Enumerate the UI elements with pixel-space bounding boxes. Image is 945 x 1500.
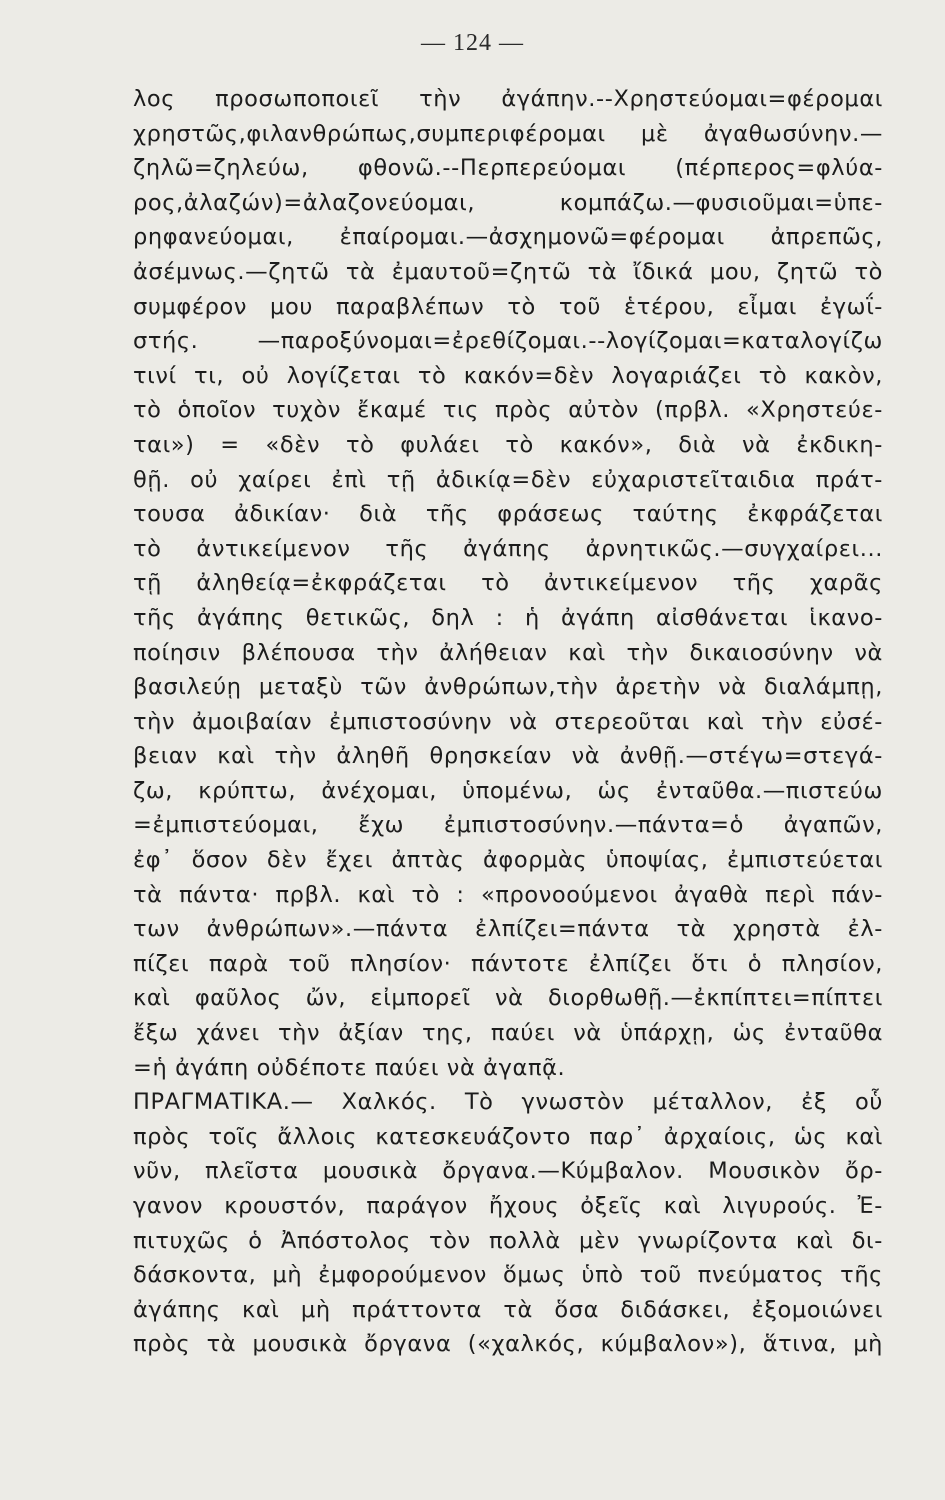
- page-number: — 124 —: [421, 30, 524, 56]
- text-line: καὶ φαῦλος ὤν, εἰμπορεῖ νὰ διορθωθῇ.—ἐκπίπτει=πίπτει: [133, 985, 883, 1012]
- text-line: τῇ ἀληθείᾳ=ἐκφράζεται τὸ ἀντικείμενον τῆς χαρᾶς: [133, 570, 883, 597]
- text-line: πρὸς τοῖς ἄλλοις κατεσκευάζοντο παρ᾽ ἀρχαίοις, ὡς καὶ: [133, 1123, 883, 1150]
- text-line: ἐφ᾽ ὅσον δὲν ἔχει ἀπτὰς ἀφορμὰς ὑποψίας, ἐμπιστεύεται: [133, 847, 883, 874]
- text-line: ἔξω χάνει τὴν ἀξίαν της, παύει νὰ ὑπάρχῃ, ὡς ἐνταῦθα: [133, 1020, 883, 1047]
- text-line: τῆς ἀγάπης θετικῶς, δηλ : ἡ ἀγάπη αἰσθάνεται ἱκανο-: [133, 604, 883, 631]
- text-line: ζω, κρύπτω, ἀνέχομαι, ὑπομένω, ὡς ἐνταῦθα.—πιστεύω: [133, 777, 883, 804]
- text-line: τὰ πάντα· πρβλ. καὶ τὸ : «προνοούμενοι ἀγαθὰ περὶ πάν-: [133, 881, 883, 908]
- text-line: των ἀνθρώπων».—πάντα ἐλπίζει=πάντα τὰ χρηστὰ ἐλ-: [133, 916, 883, 943]
- text-line: ρος,ἀλαζών)=ἀλαζονεύομαι, κομπάζω.—φυσιοῦμαι=ὑπε-: [133, 189, 883, 216]
- text-line: ται») = «δὲν τὸ φυλάει τὸ κακόν», διὰ νὰ ἐκδικη-: [133, 431, 883, 458]
- text-line: =ἐμπιστεύομαι, ἔχω ἐμπιστοσύνην.—πάντα=ὁ ἀγαπῶν,: [133, 812, 883, 839]
- text-line: δάσκοντα, μὴ ἐμφορούμενον ὅμως ὑπὸ τοῦ πνεύματος τῆς: [133, 1262, 883, 1289]
- text-line: λος προσωποποιεῖ τὴν ἀγάπην.--Χρηστεύομαι=φέρομαι: [133, 86, 883, 112]
- text-line: ζηλῶ=ζηλεύω, φθονῶ.--Περπερεύομαι (πέρπερος=φλύα-: [133, 155, 883, 182]
- text-line: νῦν, πλεῖστα μουσικὰ ὄργανα.—Κύμβαλον. Μουσικὸν ὄρ-: [133, 1158, 883, 1185]
- text-line: τὸ ἀντικείμενον τῆς ἀγάπης ἀρνητικῶς.—συγχαίρει...: [133, 535, 883, 562]
- text-line: πίζει παρὰ τοῦ πλησίον· πάντοτε ἐλπίζει ὅτι ὁ πλησίον,: [133, 950, 883, 977]
- text-line: βειαν καὶ τὴν ἀληθῆ θρησκείαν νὰ ἀνθῇ.—στέγω=στεγά-: [133, 743, 883, 770]
- text-line: συμφέρον μου παραβλέπων τὸ τοῦ ἑτέρου, εἶμαι ἐγωΐ-: [133, 293, 883, 320]
- text-line: τινί τι, οὐ λογίζεται τὸ κακόν=δὲν λογαριάζει τὸ κακὸν,: [133, 362, 883, 389]
- text-line: ἀγάπης καὶ μὴ πράττοντα τὰ ὅσα διδάσκει, ἐξομοιώνει: [133, 1296, 883, 1323]
- text-line: ἀσέμνως.—ζητῶ τὰ ἐμαυτοῦ=ζητῶ τὰ ἴδικά μου, ζητῶ τὸ: [133, 258, 883, 285]
- text-line: στής. —παροξύνομαι=ἐρεθίζομαι.--λογίζομαι=καταλογίζω: [133, 328, 883, 355]
- text-line: τουσα ἀδικίαν· διὰ τῆς φράσεως ταύτης ἐκφράζεται: [133, 501, 883, 528]
- text-line: πιτυχῶς ὁ Ἀπόστολος τὸν πολλὰ μὲν γνωρίζοντα καὶ δι-: [133, 1227, 883, 1254]
- text-line: ΠΡΑΓΜΑΤΙΚΑ.— Χαλκός. Τὸ γνωστὸν μέταλλον, ἐξ οὗ: [133, 1089, 883, 1116]
- text-line: πρὸς τὰ μουσικὰ ὄργανα («χαλκός, κύμβαλον»), ἅτινα, μὴ: [133, 1331, 883, 1358]
- text-line: ποίησιν βλέπουσα τὴν ἀλήθειαν καὶ τὴν δικαιοσύνην νὰ: [133, 639, 883, 666]
- text-line: τὸ ὁποῖον τυχὸν ἔκαμέ τις πρὸς αὐτὸν (πρβλ. «Χρηστεύε-: [133, 397, 883, 424]
- body-text: [133, 82, 883, 1362]
- text-line: θῇ. οὐ χαίρει ἐπὶ τῇ ἀδικίᾳ=δὲν εὐχαριστεῖταιδια πράτ-: [133, 466, 883, 493]
- text-line: =ἡ ἀγάπη οὐδέποτε παύει νὰ ἀγαπᾷ.: [133, 1054, 566, 1081]
- text-line: ρηφανεύομαι, ἐπαίρομαι.—ἀσχημονῶ=φέρομαι ἀπρεπῶς,: [133, 224, 883, 251]
- text-line: τὴν ἀμοιβαίαν ἐμπιστοσύνην νὰ στερεοῦται καὶ τὴν εὐσέ-: [133, 708, 883, 735]
- text-line: γανον κρουστόν, παράγον ἤχους ὀξεῖς καὶ λιγυρούς. Ἐ-: [133, 1193, 883, 1219]
- text-line: βασιλεύῃ μεταξὺ τῶν ἀνθρώπων,τὴν ἀρετὴν νὰ διαλάμπῃ,: [133, 674, 883, 701]
- text-line: χρηστῶς,φιλανθρώπως,συμπεριφέρομαι μὲ ἀγαθωσύνην.—: [133, 120, 883, 147]
